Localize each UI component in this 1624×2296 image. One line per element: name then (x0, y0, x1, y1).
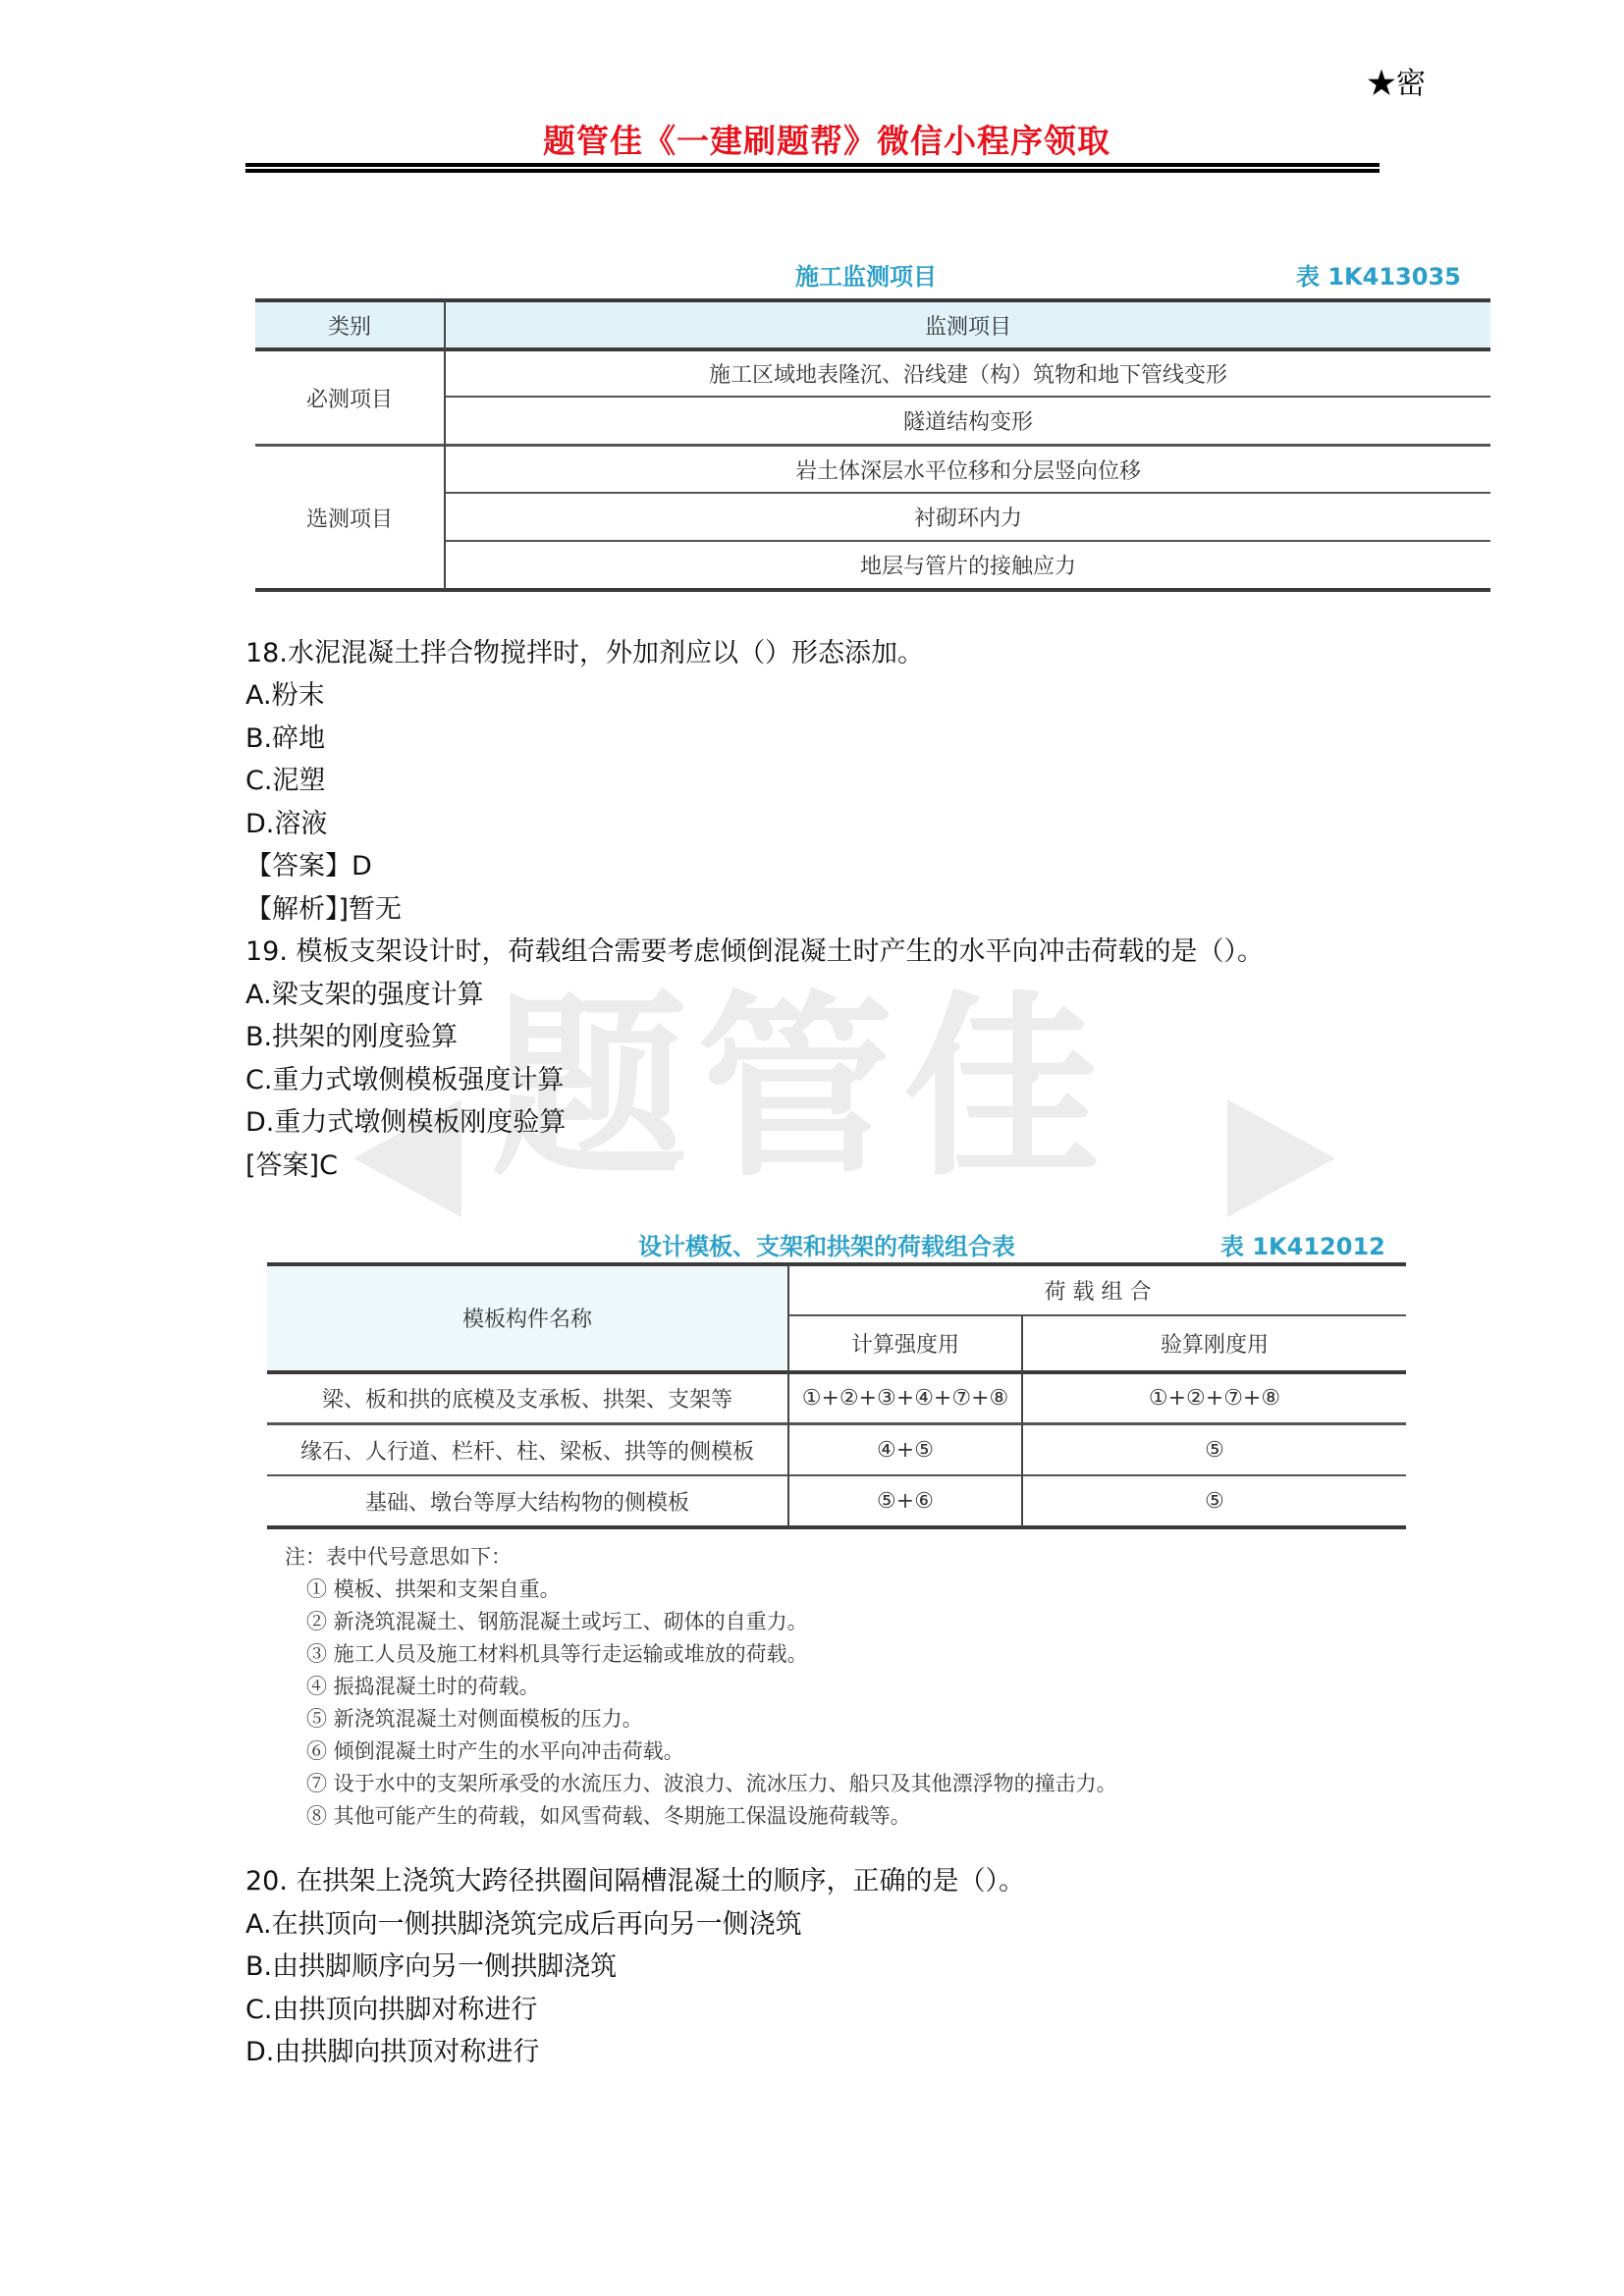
table2-row-name: 梁、板和拱的底模及支承板、拱架、支架等 (321, 1388, 732, 1413)
table1-item: 地层与管片的接触应力 (859, 555, 1076, 579)
table2-row-strength: ④+⑤ (877, 1437, 934, 1463)
table2-header-name: 模板构件名称 (461, 1308, 592, 1332)
watermark-text: 题管佳 (491, 975, 1110, 1203)
table1-code: 表 1K413035 (1296, 263, 1461, 291)
q19-option-a: A.梁支架的强度计算 (245, 980, 484, 1010)
table2-code: 表 1K412012 (1220, 1233, 1385, 1260)
table1-item: 施工区域地表隆沉、沿线建（构）筑物和地下管线变形 (708, 362, 1227, 388)
table2-row-name: 基础、墩台等厚大结构物的侧模板 (364, 1490, 689, 1516)
promo-banner: 题管佳《一建刷题帮》微信小程序领取 (543, 122, 1110, 160)
q19-stem: 19. 模板支架设计时，荷载组合需要考虑倾倒混凝土时产生的水平向冲击荷载的是（）。 (245, 936, 1265, 967)
q18-analysis: 【解析】]暂无 (245, 894, 403, 925)
table1-item: 隧道结构变形 (902, 410, 1033, 435)
table1-category: 必测项目 (305, 387, 393, 412)
table2-note: ⑥ 倾倒混凝土时产生的水平向冲击荷载。 (306, 1739, 684, 1763)
q20-option-d: D.由拱脚向拱顶对称进行 (245, 2037, 540, 2067)
table2-bottom-border (267, 1525, 1406, 1529)
table2-row-stiffness: ⑤ (1205, 1437, 1224, 1463)
table2-row-stiffness: ①+②+⑦+⑧ (1148, 1386, 1281, 1411)
table1-item: 衬砌环内力 (913, 507, 1022, 531)
table1-item: 岩土体深层水平位移和分层竖向位移 (794, 458, 1141, 484)
table2-note: ⑦ 设于水中的支架所承受的水流压力、波浪力、流冰压力、船只及其他漂浮物的撞击力。 (306, 1772, 1117, 1795)
table2-note: ② 新浇筑混凝土、钢筋混凝土或圬工、砌体的自重力。 (306, 1610, 808, 1633)
q19-option-c: C.重力式墩侧模板强度计算 (245, 1065, 565, 1095)
secret-mark: ★密 (1367, 67, 1426, 101)
table2-row-strength: ⑤+⑥ (877, 1488, 934, 1514)
table1-caption: 施工监测项目 (795, 263, 937, 291)
q18-option-b: B.碎地 (245, 723, 326, 754)
q19-option-d: D.重力式墩侧模板刚度验算 (245, 1107, 567, 1138)
q18-option-c: C.泥塑 (245, 766, 326, 796)
q18-answer: 【答案】D (245, 851, 372, 881)
table2-note: ① 模板、拱架和支架自重。 (306, 1577, 561, 1601)
q18-option-a: A.粉末 (245, 680, 325, 711)
table2-header-strength: 计算强度用 (850, 1333, 959, 1358)
header-rule-bottom (245, 169, 1380, 173)
table2-notes-title: 注：表中代号意思如下： (285, 1545, 512, 1569)
table2-header-stiffness: 验算刚度用 (1160, 1333, 1269, 1358)
table1-bottom-border (255, 588, 1490, 592)
table1-category: 选测项目 (305, 507, 393, 532)
q19-answer: [答案]C (245, 1150, 338, 1181)
table2-header-group: 荷 载 组 合 (1044, 1279, 1152, 1305)
table2-note: ③ 施工人员及施工材料机具等行走运输或堆放的荷载。 (306, 1642, 808, 1666)
table2-caption: 设计模板、支架和拱架的荷载组合表 (638, 1233, 1015, 1260)
q20-stem: 20. 在拱架上浇筑大跨径拱圈间隔槽混凝土的顺序，正确的是（）。 (245, 1866, 1026, 1896)
q20-option-c: C.由拱顶向拱脚对称进行 (245, 1995, 538, 2025)
q18-stem: 18.水泥混凝土拌合物搅拌时，外加剂应以（）形态添加。 (245, 638, 924, 668)
q20-option-a: A.在拱顶向一侧拱脚浇筑完成后再向另一侧浇筑 (245, 1909, 802, 1940)
table2-note: ⑤ 新浇筑混凝土对侧面模板的压力。 (306, 1707, 643, 1731)
q19-option-b: B.拱架的刚度验算 (245, 1022, 459, 1052)
q20-option-b: B.由拱脚顺序向另一侧拱脚浇筑 (245, 1951, 618, 1982)
table2-note: ⑧ 其他可能产生的荷载，如风雪荷载、冬期施工保温设施荷载等。 (306, 1804, 911, 1828)
table2-row-strength: ①+②+③+④+⑦+⑧ (801, 1386, 1009, 1411)
table2-row-name: 缘石、人行道、栏杆、柱、梁板、拱等的侧模板 (299, 1439, 754, 1465)
q18-option-d: D.溶液 (245, 809, 328, 839)
header-rule-top (245, 163, 1380, 167)
table1-header-category: 类别 (327, 314, 371, 340)
watermark-chevron-right-icon (1227, 1099, 1335, 1217)
table2-row-stiffness: ⑤ (1205, 1488, 1224, 1514)
table1-header-item: 监测项目 (924, 314, 1011, 340)
table2-note: ④ 振捣混凝土时的荷载。 (306, 1675, 540, 1698)
